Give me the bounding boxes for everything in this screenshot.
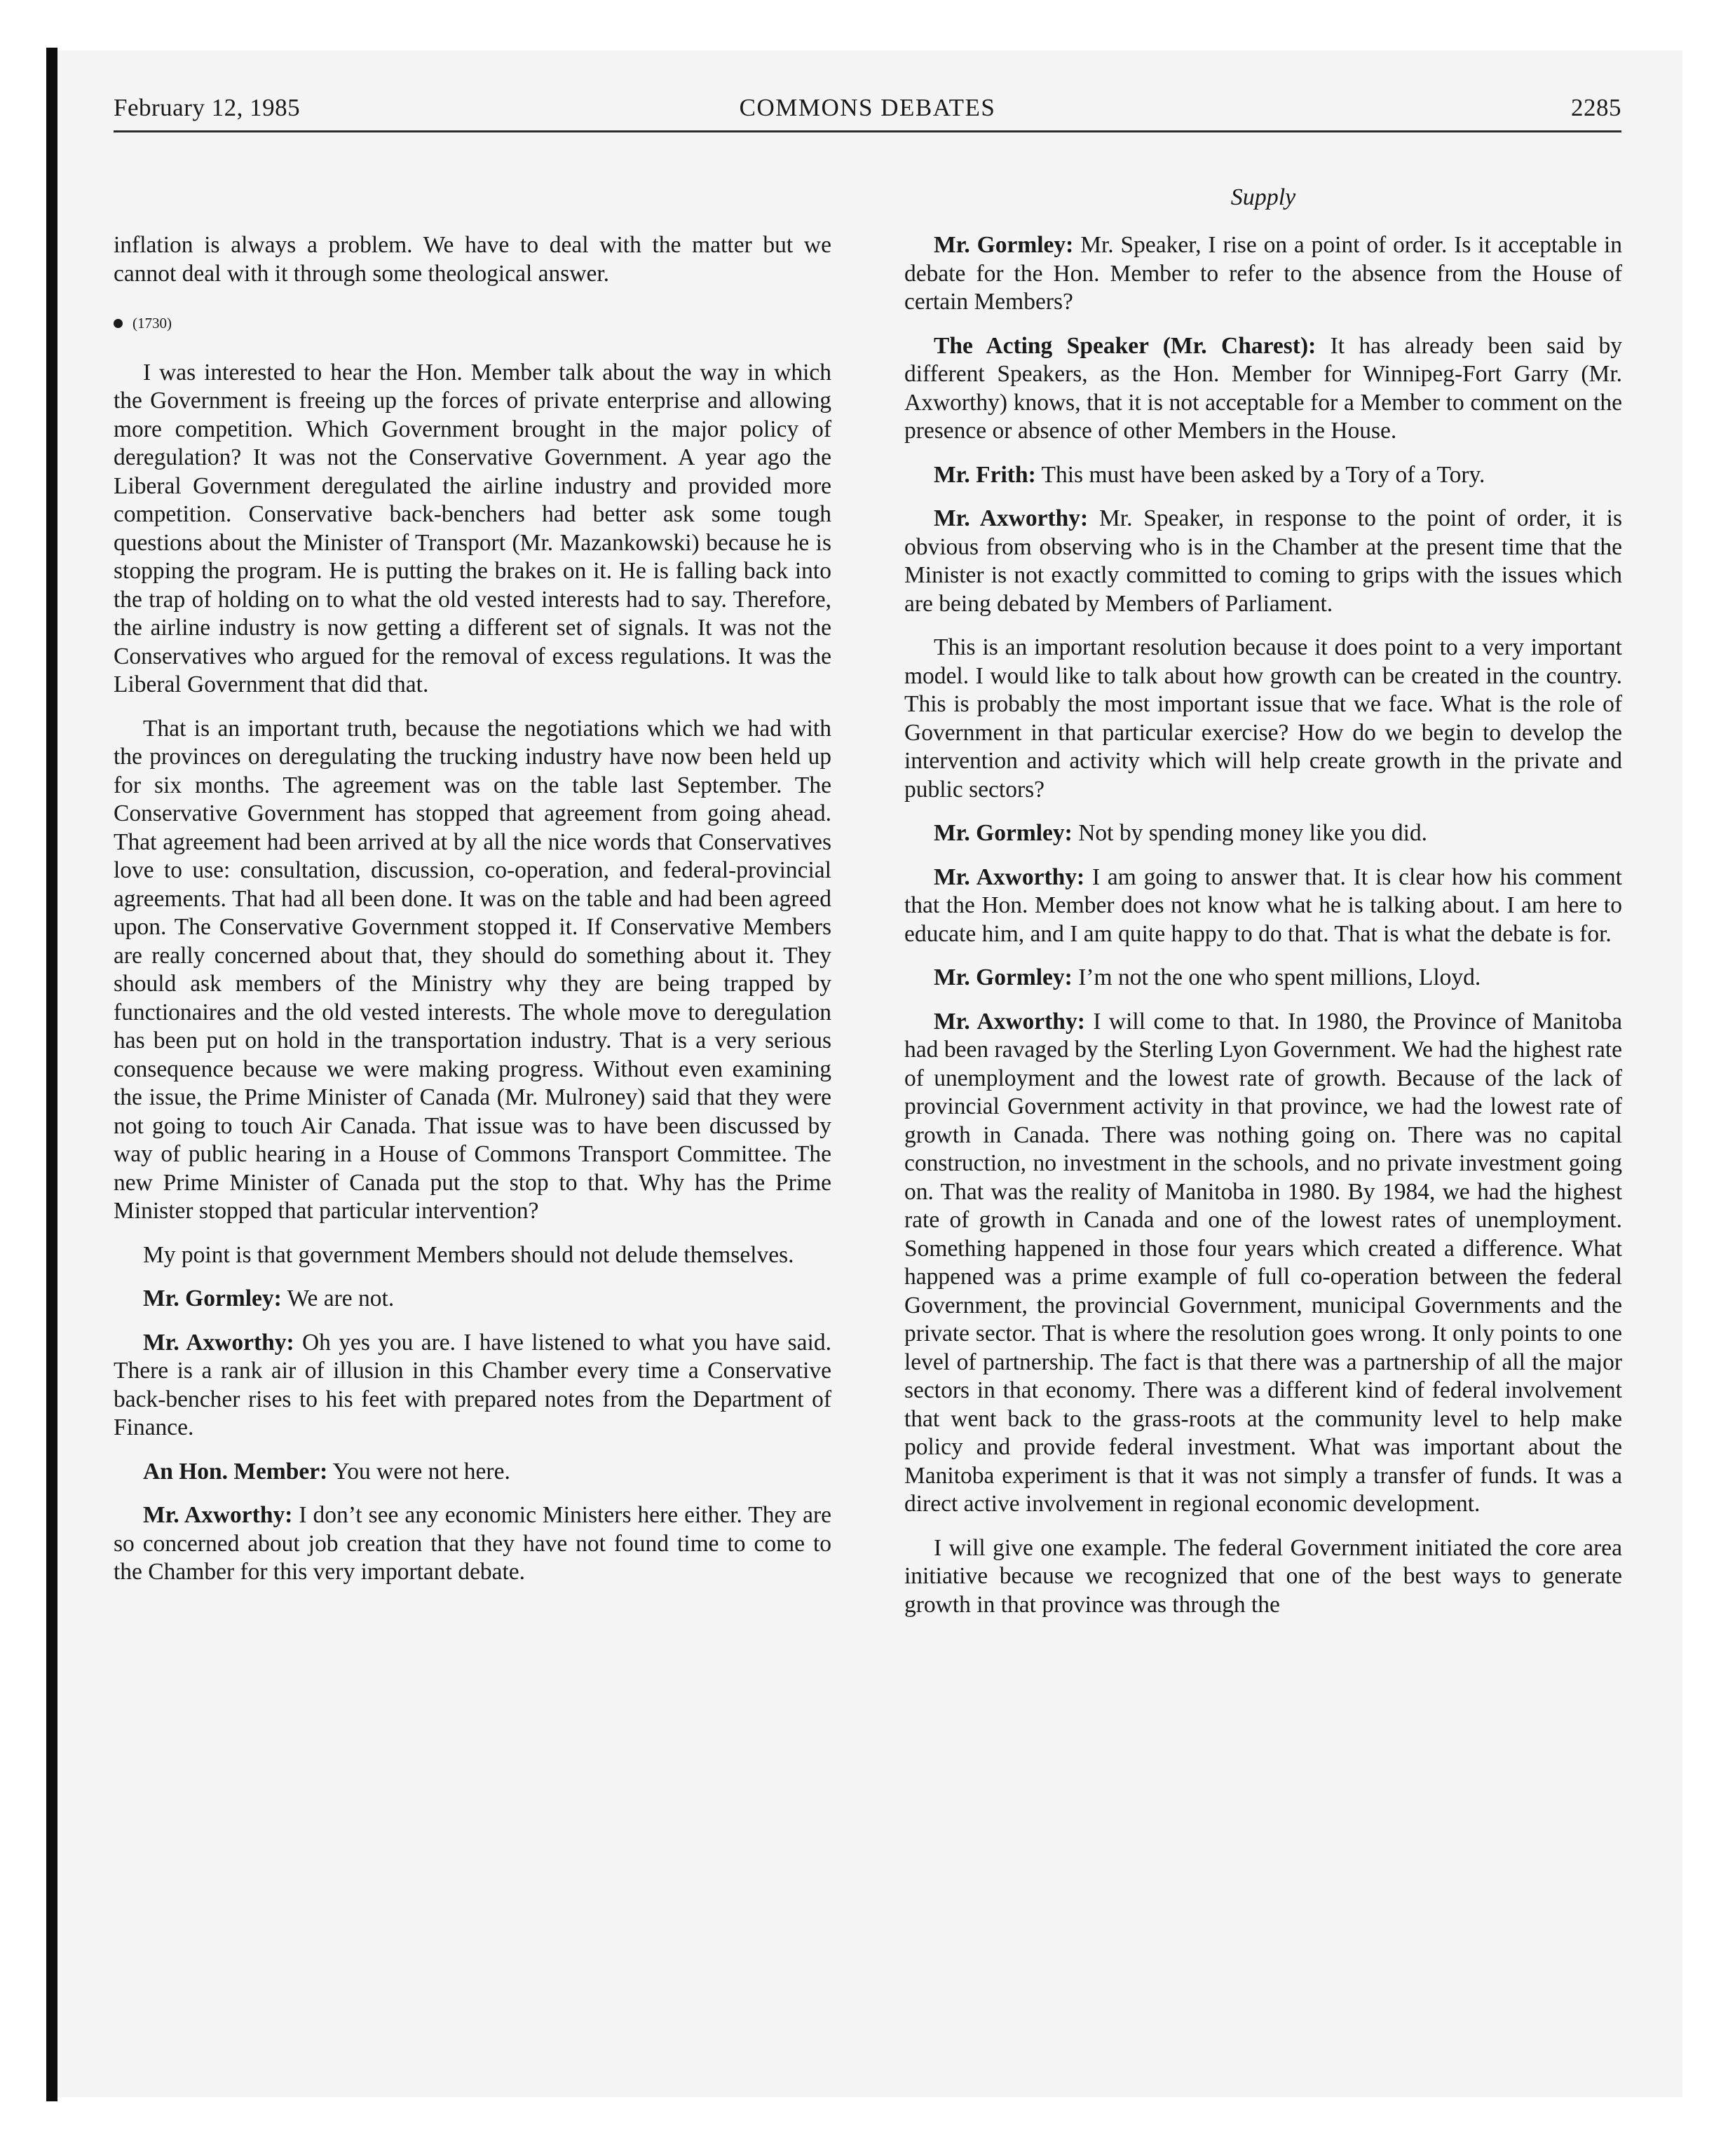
speech: [904, 332, 1622, 446]
paragraph: That is an important truth, because the negotiations which we had with the provinces on deregulating the trucking industry have now been held up for six months. The agreement was on the table last September. The Conservative Government has stopped that agreement from going ahead. That agreement had been arrived at by all the nice words that Conservatives love to use: consultation, discussion, co-operation, and federal-provincial agreements. That had all been done. It was on the table and had been agreed upon. The Conservative Government stopped it. If Conservative Members are really concerned about that, they should do something about it. They should ask members of the Ministry why they are being trapped by functionaires and the old vested interests. The whole move to deregulation has been put on hold in the transportation industry. That is a very serious consequence because we were making progress. Without even examining the issue, the Prime Minister of Canada (Mr. Mulroney) said that they were not going to touch Air Canada. That issue was to have been discussed by way of public hearing in a House of Commons Transport Committee. The new Prime Minister of Canada put the stop to that. Why has the Prime Minister stopped that particular intervention?: [114, 715, 831, 1224]
left-column: [114, 231, 831, 1602]
speech-text: This must have been asked by a Tory of a Tory.: [1035, 461, 1485, 488]
section-title: Supply: [1230, 184, 1296, 210]
timestamp-text: (1730): [132, 315, 172, 332]
speech-text: I will come to that. In 1980, the Province of Manitoba had been ravaged by the Sterling Lyon Government. We had the highest rate of unemployment and the lowest rate of growth. Because of the lack of provincial Government activity in that province, we had the lowest rate of growth in Canada. There was nothing going on. There was no capital construction, no investment in the schools, and no private investment going on. That was the reality of Manitoba in 1980. By 1984, we had the highest rate of growth in Canada and one of the lowest rates of unemployment. Something happened in those four years which created a difference. What happened was a prime example of full co-operation between the federal Government, the provincial Government, municipal Governments and the private sector. That is where the resolution goes wrong. It only points to one level of partnership. The fact is that there was a partnership of all the major sectors in that economy. There was a different kind of federal involvement that went back to the grass-roots at the community level to help make policy and provide federal investment. What was important about the Manitoba experiment is that it was not simply a transfer of funds. It was a direct active involvement in regional economic development.: [904, 1008, 1622, 1517]
header-page-number: 2285: [1571, 94, 1621, 121]
paragraph: inflation is always a problem. We have to deal with the matter but we cannot deal with it through some theological answer.: [114, 232, 831, 287]
speech: [904, 461, 1622, 490]
right-column: [904, 184, 1622, 1635]
speech-text: We are not.: [281, 1285, 395, 1311]
speech-text: Mr. Speaker, in response to the point of order, it is obvious from observing who is in the Chamber at the present time that the Minister is not exactly committed to coming to grips with the issues which are being debated by Members of Parliament.: [904, 505, 1622, 617]
speech-text: I’m not the one who spent millions, Lloyd.: [1072, 964, 1481, 990]
speech-text: I am going to answer that. It is clear how his comment that the Hon. Member does not know what he is talking about. I am here to educate him, and I am quite happy to do that. That is what the debate is for.: [904, 864, 1622, 947]
header-date: February 12, 1985: [114, 94, 301, 121]
speech-text: Oh yes you are. I have listened to what you have said. There is a rank air of illusion in this Chamber every time a Conservative back-bencher rises to his feet with prepared notes from the Department of Finance.: [114, 1329, 831, 1440]
header-publication: COMMONS DEBATES: [739, 94, 996, 121]
speaker-name: Mr. Gormley:: [143, 1285, 282, 1311]
paragraph: My point is that government Members should not delude themselves.: [143, 1241, 794, 1268]
paragraph: I was interested to hear the Hon. Member talk about the way in which the Government is freeing up the forces of private enterprise and allowing more competition. Which Government brought in the major policy of deregulation? It was not the Conservative Government. A year ago the Liberal Government deregulated the airline industry and provided more competition. Conservative back-benchers had better ask some tough questions about the Minister of Transport (Mr. Mazankowski) because he is stopping the program. He is putting the brakes on it. He is falling back into the trap of holding on to what the old vested interests had to say. Therefore, the airline industry is now getting a different set of signals. It was not the Conservatives who argued for the removal of excess regulations. It was the Liberal Government that did that.: [114, 359, 831, 697]
speaker-name: Mr. Gormley:: [934, 964, 1073, 990]
speaker-name: The Acting Speaker (Mr. Charest):: [934, 332, 1316, 359]
speech: [114, 1501, 831, 1587]
speaker-name: Mr. Axworthy:: [143, 1502, 293, 1528]
speaker-name: An Hon. Member:: [143, 1458, 328, 1485]
speaker-name: Mr. Frith:: [934, 461, 1036, 488]
bullet-icon: [114, 319, 123, 328]
speech: [904, 231, 1622, 317]
speech-text: Mr. Speaker, I rise on a point of order. Is it acceptable in debate for the Hon. Member to refer to the absence from the House of certain Members?: [904, 232, 1623, 315]
speech: [904, 964, 1622, 992]
speech-text: You were not here.: [327, 1458, 510, 1485]
speech: [114, 1458, 831, 1487]
speech-text: I don’t see any economic Ministers here either. They are so concerned about job creation that they have not found time to come to the Chamber for this very important debate.: [114, 1502, 831, 1585]
speaker-name: Mr. Axworthy:: [934, 1008, 1085, 1035]
scan-edge-shadow: [46, 48, 57, 2101]
speech: [904, 864, 1622, 949]
speaker-name: Mr. Gormley:: [934, 232, 1074, 258]
speaker-name: Mr. Gormley:: [934, 820, 1073, 846]
speech-text: It has already been said by different Speakers, as the Hon. Member for Winnipeg-Fort Garry (Mr. Axworthy) knows, that it is not acceptable for a Member to comment on the presence or absence of other Members in the House.: [904, 332, 1622, 444]
speaker-name: Mr. Axworthy:: [934, 505, 1089, 531]
paragraph: I will give one example. The federal Government initiated the core area initiative because we recognized that one of the best ways to generate growth in that province was through the: [904, 1534, 1622, 1618]
speech: [114, 1285, 831, 1314]
speaker-name: Mr. Axworthy:: [143, 1329, 294, 1356]
paragraph: This is an important resolution because it does point to a very important model. I would like to talk about how growth can be created in the country. This is probably the most important issue that we face. What is the role of Government in that particular exercise? How do we begin to develop the intervention and activity which will help create growth in the private and public sectors?: [904, 634, 1622, 803]
speech: [904, 1008, 1622, 1519]
timestamp-marker: [114, 309, 831, 338]
speech: [904, 819, 1622, 848]
page-header: [114, 94, 1621, 132]
speech: [904, 505, 1622, 618]
speech: [114, 1329, 831, 1442]
speech-text: Not by spending money like you did.: [1072, 820, 1428, 846]
speaker-name: Mr. Axworthy:: [934, 864, 1085, 890]
